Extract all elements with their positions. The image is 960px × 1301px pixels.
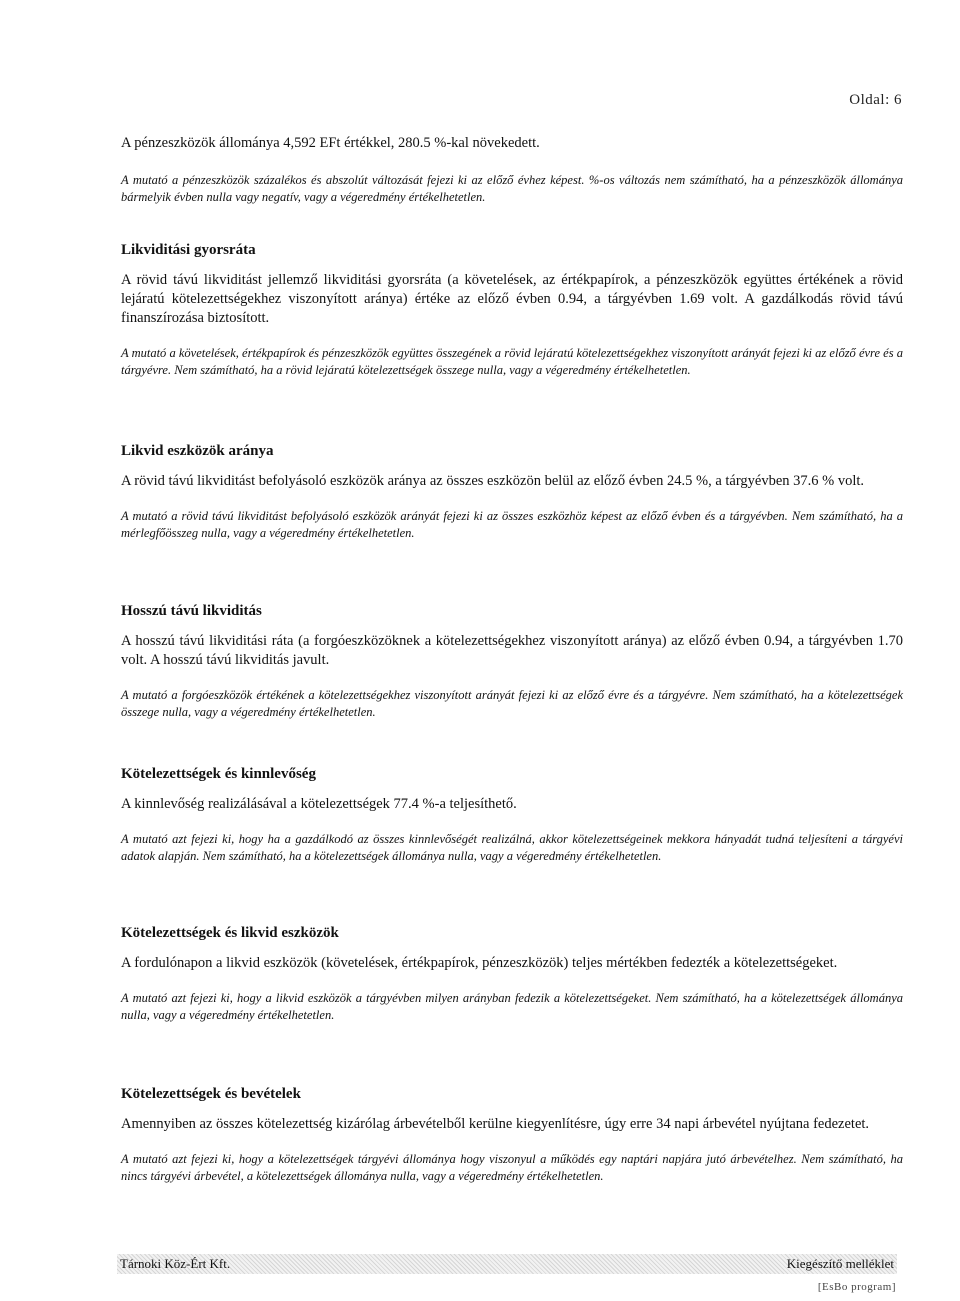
section-title: Kötelezettségek és bevételek: [121, 1086, 301, 1102]
section-title: Hosszú távú likviditás: [121, 603, 262, 619]
section-note: A mutató a forgóeszközök értékének a kötelezettségekhez viszonyított arányát fejezi ki az előző évre és a tárgyévre. Nem számítható, ha a kötelezettségek összege nulla, vagy a végeredmény értékelhetetlen.: [121, 688, 903, 719]
intro-text: A pénzeszközök állománya 4,592 EFt értékkel, 280.5 %-kal növekedett.: [121, 135, 540, 151]
section-text: A rövid távú likviditást befolyásoló eszközök aránya az összes eszközön belül az előző évben 24.5 %, a tárgyévben 37.6 % volt.: [121, 473, 865, 489]
section-hosszu-tavu-likviditas: [121, 603, 903, 721]
section-kotelezettsegek-es-kinnlevoseg: [121, 766, 903, 865]
section-title: Likviditási gyorsráta: [121, 242, 256, 258]
section-title: Kötelezettségek és likvid eszközök: [121, 925, 339, 941]
page-number: Oldal: 6: [849, 92, 902, 108]
section-note: A mutató azt fejezi ki, hogy a likvid eszközök a tárgyévben milyen arányban fedezik a kötelezettségeket. Nem számítható, ha a kötelezettségek állománya nulla, vagy a végeredmény értékelhetetlen.: [121, 991, 903, 1022]
section-kotelezettsegek-es-bevetelek: [121, 1086, 903, 1185]
section-kotelezettsegek-es-likvid-eszkozok: [121, 925, 903, 1024]
footer-company: Tárnoki Köz-Ért Kft.: [120, 1256, 231, 1271]
section-note: A mutató azt fejezi ki, hogy ha a gazdálkodó az összes kinnlevőségét realizálná, akkor kötelezettségeinek mekkora hányadát tudná teljesíteni a tárgyévi adatok alapján. Nem számítható, ha a kötelezettségek állománya nulla, vagy a végeredmény értékelhetetlen.: [121, 832, 903, 863]
section-text: A rövid távú likviditást jellemző likviditási gyorsráta (a követelések, az értékpapírok, a pénzeszközök együttes értékének a rövid lejáratú kötelezettségekhez viszonyított aránya) értéke az előző évben 0.94, a tárgyévben 1.69 volt. A gazdálkodás rövid távú finanszírozása biztosított.: [121, 272, 903, 326]
section-text: A fordulónapon a likvid eszközök (követelések, értékpapírok, pénzeszközök) teljes mértékben fedezték a kötelezettségeket.: [121, 955, 838, 971]
intro-text-block: [121, 134, 903, 153]
footer-label: Kiegészítő melléklet: [786, 1256, 894, 1271]
footer-program: [EsBo program]: [817, 1281, 896, 1293]
section-note: A mutató a követelések, értékpapírok és pénzeszközök együttes összegének a rövid lejáratú kötelezettségekhez viszonyított arányát fejezi ki az előző évre és a tárgyévre. Nem számítható, ha a rövid lejáratú kötelezettségek összege nulla, vagy a végeredmény értékelhetetlen.: [121, 346, 903, 377]
section-likvid-eszkozok-aranya: [121, 443, 903, 542]
intro-note-block: [121, 172, 903, 206]
section-title: Kötelezettségek és kinnlevőség: [121, 766, 316, 782]
section-likviditasi-gyorsrata: [121, 242, 903, 379]
section-note: A mutató azt fejezi ki, hogy a kötelezettségek tárgyévi állománya hogy viszonyul a működés egy naptári napjára jutó árbevételhez. Nem számítható, ha nincs tárgyévi árbevétel, a kötelezettségek állománya nulla, vagy a végeredmény értékelhetetlen.: [121, 1152, 903, 1183]
section-title: Likvid eszközök aránya: [121, 443, 274, 459]
section-text: A kinnlevőség realizálásával a kötelezettségek 77.4 %-a teljesíthető.: [121, 796, 517, 812]
page-footer: [117, 1254, 897, 1274]
intro-note: A mutató a pénzeszközök százalékos és abszolút változását fejezi ki az előző évhez képest. %-os változás nem számítható, ha a pénzeszközök állománya bármelyik évben nulla vagy negatív, vagy a végeredmény értékelhetetlen.: [121, 173, 903, 204]
section-text: A hosszú távú likviditási ráta (a forgóeszközöknek a kötelezettségekhez viszonyított aránya) az előző évben 0.94, a tárgyévben 1.70 volt. A hosszú távú likviditás javult.: [121, 633, 903, 668]
section-note: A mutató a rövid távú likviditást befolyásoló eszközök arányát fejezi ki az összes eszközhöz képest az előző évben és a tárgyévben. Nem számítható, ha a mérlegfőösszeg nulla, vagy a végeredmény értékelhetetlen.: [121, 509, 903, 540]
section-text: Amennyiben az összes kötelezettség kizárólag árbevételből kerülne kiegyenlítésre, úgy erre 34 napi árbevétel nyújtana fedezetet.: [121, 1116, 870, 1132]
